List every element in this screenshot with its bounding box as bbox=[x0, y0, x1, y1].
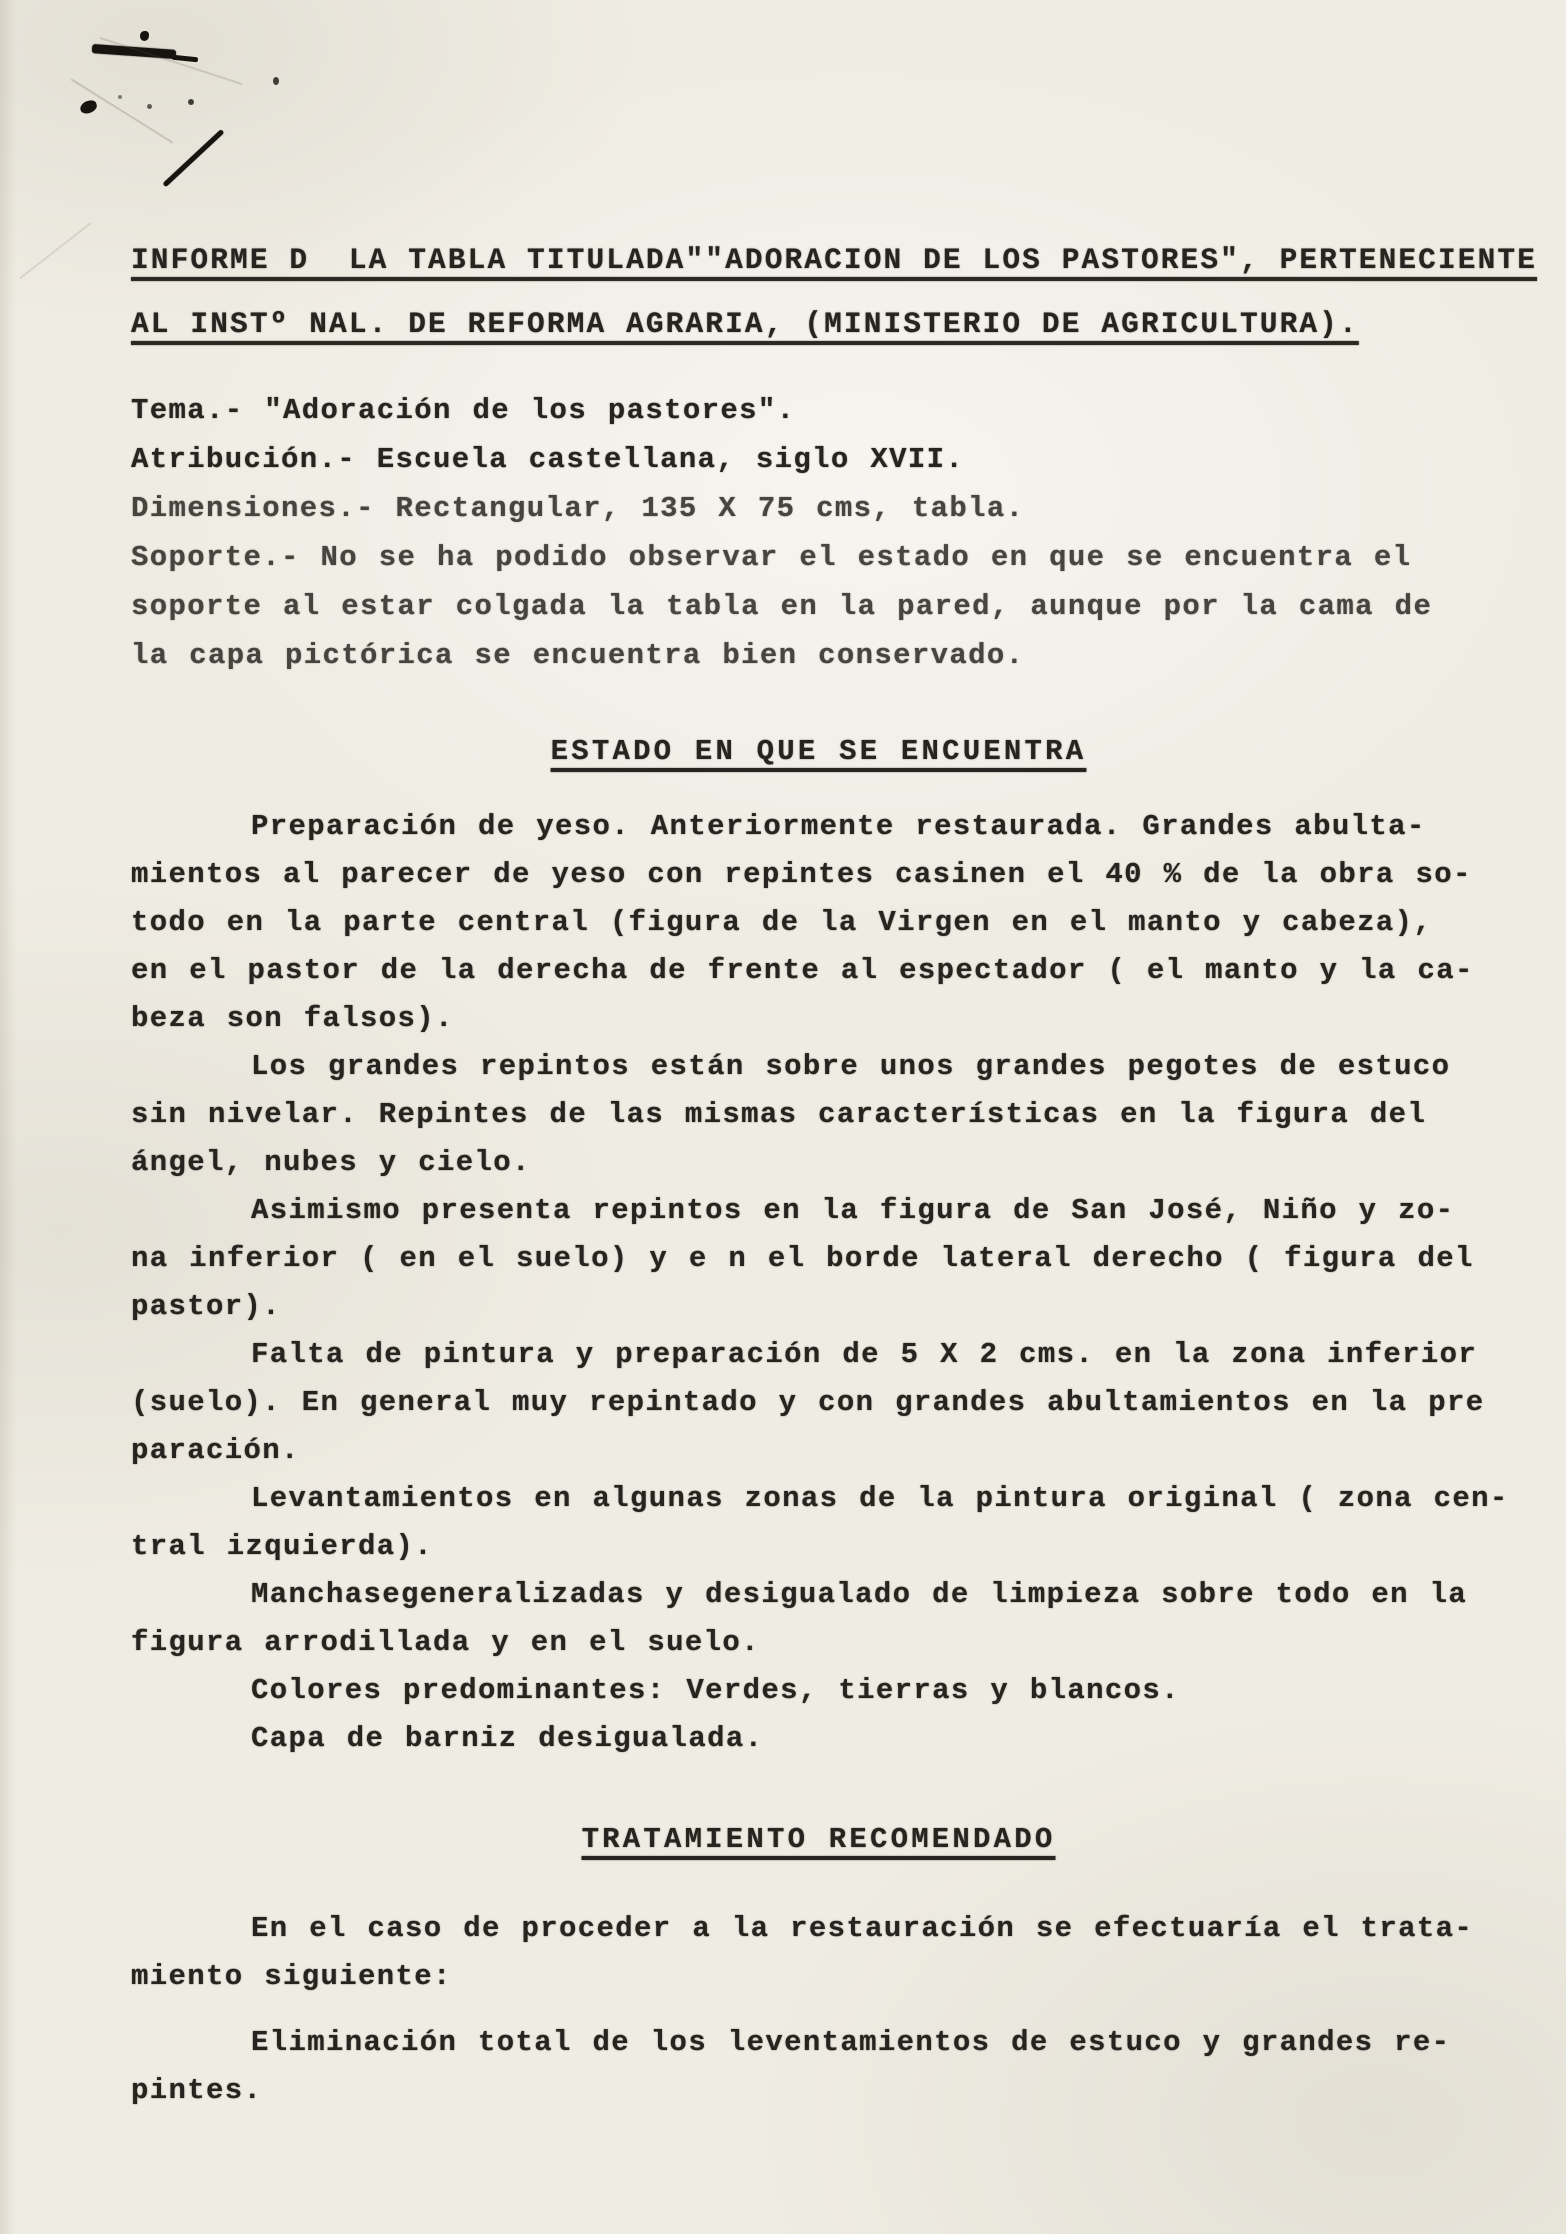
ink-speck bbox=[188, 99, 194, 105]
text-line: Tema.- "Adoración de los pastores". bbox=[131, 394, 796, 427]
document-body bbox=[131, 228, 1538, 2115]
text-line: figura arrodillada y en el suelo. bbox=[131, 1626, 760, 1659]
text-line: Dimensiones.- Rectangular, 135 X 75 cms, tabla. bbox=[131, 492, 1025, 525]
text-line: Atribución.- Escuela castellana, siglo XVII. bbox=[131, 443, 965, 476]
estado-section bbox=[131, 803, 1509, 1763]
text-line: Soporte.- No se ha podido observar el estado en que se encuentra el bbox=[131, 541, 1412, 574]
text-line: Capa de barniz desigualada. bbox=[251, 1722, 764, 1755]
ink-speck bbox=[118, 95, 122, 99]
text-line: En el caso de proceder a la restauración se efectuaría el trata- bbox=[251, 1912, 1474, 1945]
paper-crease bbox=[99, 37, 242, 85]
text-line: Asimismo presenta repintos en la figura de San José, Niño y zo- bbox=[251, 1194, 1455, 1227]
text-line: pastor). bbox=[131, 1290, 282, 1323]
text-line: paración. bbox=[131, 1434, 300, 1467]
text-line: Levantamientos en algunas zonas de la pintura original ( zona cen- bbox=[251, 1482, 1509, 1515]
section-heading-tratamiento: TRATAMIENTO RECOMENDADO bbox=[581, 1823, 1056, 1856]
text-line: beza son falsos). bbox=[131, 1002, 454, 1035]
tratamiento-section bbox=[131, 1905, 1506, 2115]
ink-blot bbox=[79, 99, 99, 116]
ink-speck bbox=[140, 31, 149, 41]
text-line: todo en la parte central (figura de la Virgen en el manto y cabeza), bbox=[131, 906, 1433, 939]
text-line: la capa pictórica se encuentra bien conservado. bbox=[131, 639, 1025, 672]
text-line: en el pastor de la derecha de frente al espectador ( el manto y la ca- bbox=[131, 954, 1474, 987]
diagonal-pen-stroke bbox=[162, 129, 224, 187]
text-line: soporte al estar colgada la tabla en la pared, aunque por la cama de bbox=[131, 590, 1433, 623]
report-title-line-1: INFORME D LA TABLA TITULADA""ADORACION DE LOS PASTORES", PERTENECIENTE bbox=[131, 243, 1538, 277]
report-title bbox=[131, 228, 1538, 356]
text-line: na inferior ( en el suelo) y e n el borde lateral derecho ( figura del bbox=[131, 1242, 1474, 1275]
text-line: pintes. bbox=[131, 2074, 263, 2107]
section-heading-estado: ESTADO EN QUE SE ENCUENTRA bbox=[550, 735, 1087, 768]
paper-crease bbox=[19, 223, 91, 280]
text-line: sin nivelar. Repintes de las mismas características en la figura del bbox=[131, 1098, 1427, 1131]
text-line: Los grandes repintos están sobre unos grandes pegotes de estuco bbox=[251, 1050, 1451, 1083]
text-line: mientos al parecer de yeso con repintes casinen el 40 % de la obra so- bbox=[131, 858, 1472, 891]
text-line: tral izquierda). bbox=[131, 1530, 434, 1563]
text-line: miento siguiente: bbox=[131, 1960, 452, 1993]
text-line: (suelo). En general muy repintado y con grandes abultamientos en la pre bbox=[131, 1386, 1485, 1419]
ink-speck bbox=[147, 104, 152, 109]
report-title-line-2: AL INSTº NAL. DE REFORMA AGRARIA, (MINISTERIO DE AGRICULTURA). bbox=[131, 307, 1359, 341]
text-line: ángel, nubes y cielo. bbox=[131, 1146, 531, 1179]
intro-section bbox=[131, 386, 1506, 680]
text-line: Colores predominantes: Verdes, tierras y blancos. bbox=[251, 1674, 1180, 1707]
text-line: Preparación de yeso. Anteriormente restaurada. Grandes abulta- bbox=[251, 810, 1426, 843]
text-line: Manchasegeneralizadas y desigualado de limpieza sobre todo en la bbox=[251, 1578, 1468, 1611]
text-line: Eliminación total de los leventamientos de estuco y grandes re- bbox=[251, 2026, 1451, 2059]
ink-speck bbox=[273, 77, 279, 85]
text-line: Falta de pintura y preparación de 5 X 2 cms. en la zona inferior bbox=[251, 1338, 1478, 1371]
